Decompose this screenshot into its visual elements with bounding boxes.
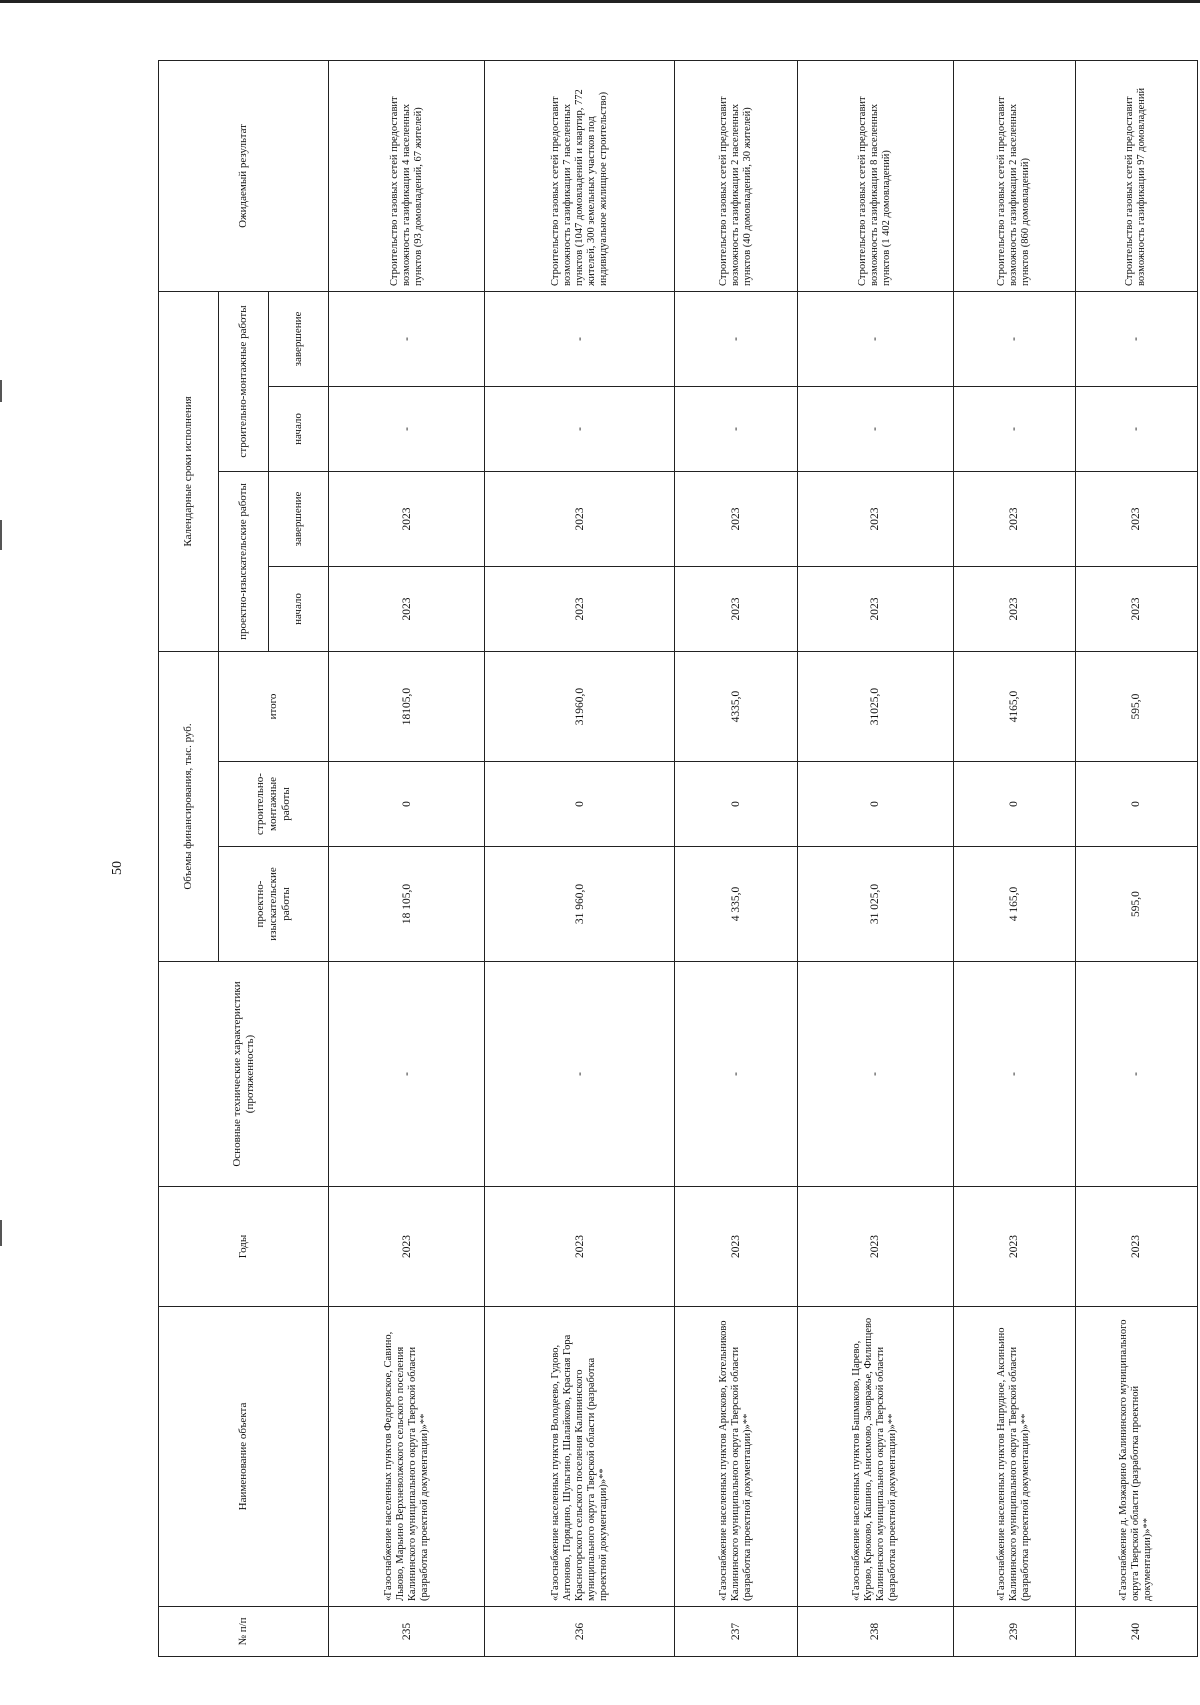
header-calendar: Календарные сроки исполнения bbox=[159, 291, 219, 651]
cell-pir-start: 2023 bbox=[329, 567, 485, 652]
table-row bbox=[485, 60, 675, 1656]
cell-smr-start: - bbox=[797, 387, 953, 472]
table-row bbox=[953, 60, 1075, 1656]
header-name: Наименование объекта bbox=[159, 1307, 329, 1607]
cell-smr-end: - bbox=[329, 291, 485, 386]
cell-num: 238 bbox=[797, 1607, 953, 1657]
cell-smr-end: - bbox=[485, 291, 675, 386]
cell-smr-amount: 0 bbox=[1075, 762, 1197, 847]
cell-num: 237 bbox=[675, 1607, 797, 1657]
cell-total: 4335,0 bbox=[675, 652, 797, 762]
cell-pir-start: 2023 bbox=[797, 567, 953, 652]
cell-pir-amount: 31 025,0 bbox=[797, 847, 953, 962]
cell-smr-end: - bbox=[1075, 291, 1197, 386]
header-smr-end: завершение bbox=[269, 291, 329, 386]
cell-years: 2023 bbox=[329, 1187, 485, 1307]
cell-name: «Газоснабжение населенных пунктов Володеево, Гудово, Антоново, Порядино, Шульгино, Шалайково, Красная Гора Красногорского сельского поселения Калининского муниципального округа Тверской области (разработка проектной документации)»** bbox=[485, 1307, 675, 1607]
header-fin-total: итого bbox=[219, 652, 329, 762]
header-smr-start: начало bbox=[269, 387, 329, 472]
header-num: № п/п bbox=[159, 1607, 329, 1657]
cell-result: Строительство газовых сетей предоставит возможность газификации 2 населенных пунктов (40 домовладений, 30 жителей) bbox=[675, 60, 797, 291]
cell-smr-start: - bbox=[329, 387, 485, 472]
cell-result: Строительство газовых сетей предоставит возможность газификации 2 населенных пунктов (860 домовладений) bbox=[953, 60, 1075, 291]
header-years: Годы bbox=[159, 1187, 329, 1307]
cell-pir-start: 2023 bbox=[953, 567, 1075, 652]
header-financing: Объемы финансирования, тыс. руб. bbox=[159, 652, 219, 962]
cell-pir-start: 2023 bbox=[1075, 567, 1197, 652]
scan-top-edge bbox=[0, 0, 1200, 3]
cell-name: «Газоснабжение населенных пунктов Напрудное, Аксиньино Калининского муниципального округа Тверской области (разработка проектной документации)»** bbox=[953, 1307, 1075, 1607]
cell-num: 235 bbox=[329, 1607, 485, 1657]
cell-years: 2023 bbox=[797, 1187, 953, 1307]
cell-years: 2023 bbox=[1075, 1187, 1197, 1307]
page-number: 50 bbox=[110, 861, 125, 875]
cell-smr-start: - bbox=[485, 387, 675, 472]
cell-name: «Газоснабжение населенных пунктов Арисково, Котельниково Калининского муниципального округа Тверской области (разработка проектной документации)»** bbox=[675, 1307, 797, 1607]
cell-smr-end: - bbox=[797, 291, 953, 386]
cell-smr-amount: 0 bbox=[329, 762, 485, 847]
cell-pir-end: 2023 bbox=[1075, 472, 1197, 567]
cell-num: 236 bbox=[485, 1607, 675, 1657]
scan-margin-mark bbox=[0, 1220, 2, 1246]
cell-tech: - bbox=[1075, 962, 1197, 1187]
cell-tech: - bbox=[953, 962, 1075, 1187]
cell-years: 2023 bbox=[953, 1187, 1075, 1307]
table-row bbox=[797, 60, 953, 1656]
cell-smr-start: - bbox=[1075, 387, 1197, 472]
table-row bbox=[329, 60, 485, 1656]
cell-pir-end: 2023 bbox=[797, 472, 953, 567]
cell-result: Строительство газовых сетей предоставит возможность газификации 7 населенных пунктов (1047 домовладений и квартир, 772 жителей, 300 земельных участков под индивидуальное жилищное строительство) bbox=[485, 60, 675, 291]
header-fin-pir: проектно-изыскательские работы bbox=[219, 847, 329, 962]
cell-tech: - bbox=[797, 962, 953, 1187]
cell-smr-amount: 0 bbox=[485, 762, 675, 847]
cell-name: «Газоснабжение д. Мозжарино Калининского муниципального округа Тверской области (разработка проектной документации)»** bbox=[1075, 1307, 1197, 1607]
cell-name: «Газоснабжение населенных пунктов Башмаково, Царево, Курово, Крюково, Кашино, Анисимово, Заовражье, Филипцево Калининского муниципального округа Тверской области (разработка проектной документации)»** bbox=[797, 1307, 953, 1607]
cell-smr-start: - bbox=[675, 387, 797, 472]
cell-pir-end: 2023 bbox=[329, 472, 485, 567]
cell-years: 2023 bbox=[675, 1187, 797, 1307]
objects-table bbox=[158, 60, 1198, 1657]
cell-name: «Газоснабжение населенных пунктов Федоровское, Савино, Львово, Марьино Верхневолжского сельского поселения Калининского муниципального округа Тверской области (разработка проектной документации)»** bbox=[329, 1307, 485, 1607]
cell-result: Строительство газовых сетей предоставит возможность газификации 97 домовладений bbox=[1075, 60, 1197, 291]
scan-margin-mark bbox=[0, 520, 2, 550]
header-fin-smr: строительно-монтажные работы bbox=[219, 762, 329, 847]
header-cal-smr: строительно-монтажные работы bbox=[219, 291, 269, 471]
rotated-page-content bbox=[158, 61, 1198, 1657]
cell-pir-end: 2023 bbox=[485, 472, 675, 567]
cell-total: 31960,0 bbox=[485, 652, 675, 762]
header-cal-pir: проектно-изыскательские работы bbox=[219, 472, 269, 652]
cell-pir-start: 2023 bbox=[485, 567, 675, 652]
cell-num: 240 bbox=[1075, 1607, 1197, 1657]
cell-pir-start: 2023 bbox=[675, 567, 797, 652]
cell-result: Строительство газовых сетей предоставит возможность газификации 8 населенных пунктов (1 402 домовладений) bbox=[797, 60, 953, 291]
cell-tech: - bbox=[485, 962, 675, 1187]
header-tech: Основные технические характеристики (протяженность) bbox=[159, 962, 329, 1187]
table-row bbox=[1075, 60, 1197, 1656]
cell-smr-end: - bbox=[675, 291, 797, 386]
cell-total: 31025,0 bbox=[797, 652, 953, 762]
table-row bbox=[675, 60, 797, 1656]
header-pir-start: начало bbox=[269, 567, 329, 652]
cell-smr-end: - bbox=[953, 291, 1075, 386]
cell-pir-amount: 4 335,0 bbox=[675, 847, 797, 962]
header-pir-end: завершение bbox=[269, 472, 329, 567]
cell-smr-start: - bbox=[953, 387, 1075, 472]
cell-total: 18105,0 bbox=[329, 652, 485, 762]
cell-pir-end: 2023 bbox=[953, 472, 1075, 567]
scan-margin-mark bbox=[0, 380, 2, 402]
cell-pir-amount: 595,0 bbox=[1075, 847, 1197, 962]
cell-smr-amount: 0 bbox=[953, 762, 1075, 847]
cell-total: 4165,0 bbox=[953, 652, 1075, 762]
cell-years: 2023 bbox=[485, 1187, 675, 1307]
cell-pir-amount: 18 105,0 bbox=[329, 847, 485, 962]
cell-num: 239 bbox=[953, 1607, 1075, 1657]
cell-result: Строительство газовых сетей предоставит возможность газификации 4 населенных пунктов (93 домовладений, 67 жителей) bbox=[329, 60, 485, 291]
cell-pir-end: 2023 bbox=[675, 472, 797, 567]
cell-total: 595,0 bbox=[1075, 652, 1197, 762]
cell-tech: - bbox=[675, 962, 797, 1187]
header-result: Ожидаемый результат bbox=[159, 60, 329, 291]
cell-tech: - bbox=[329, 962, 485, 1187]
cell-pir-amount: 31 960,0 bbox=[485, 847, 675, 962]
cell-smr-amount: 0 bbox=[675, 762, 797, 847]
cell-pir-amount: 4 165,0 bbox=[953, 847, 1075, 962]
cell-smr-amount: 0 bbox=[797, 762, 953, 847]
